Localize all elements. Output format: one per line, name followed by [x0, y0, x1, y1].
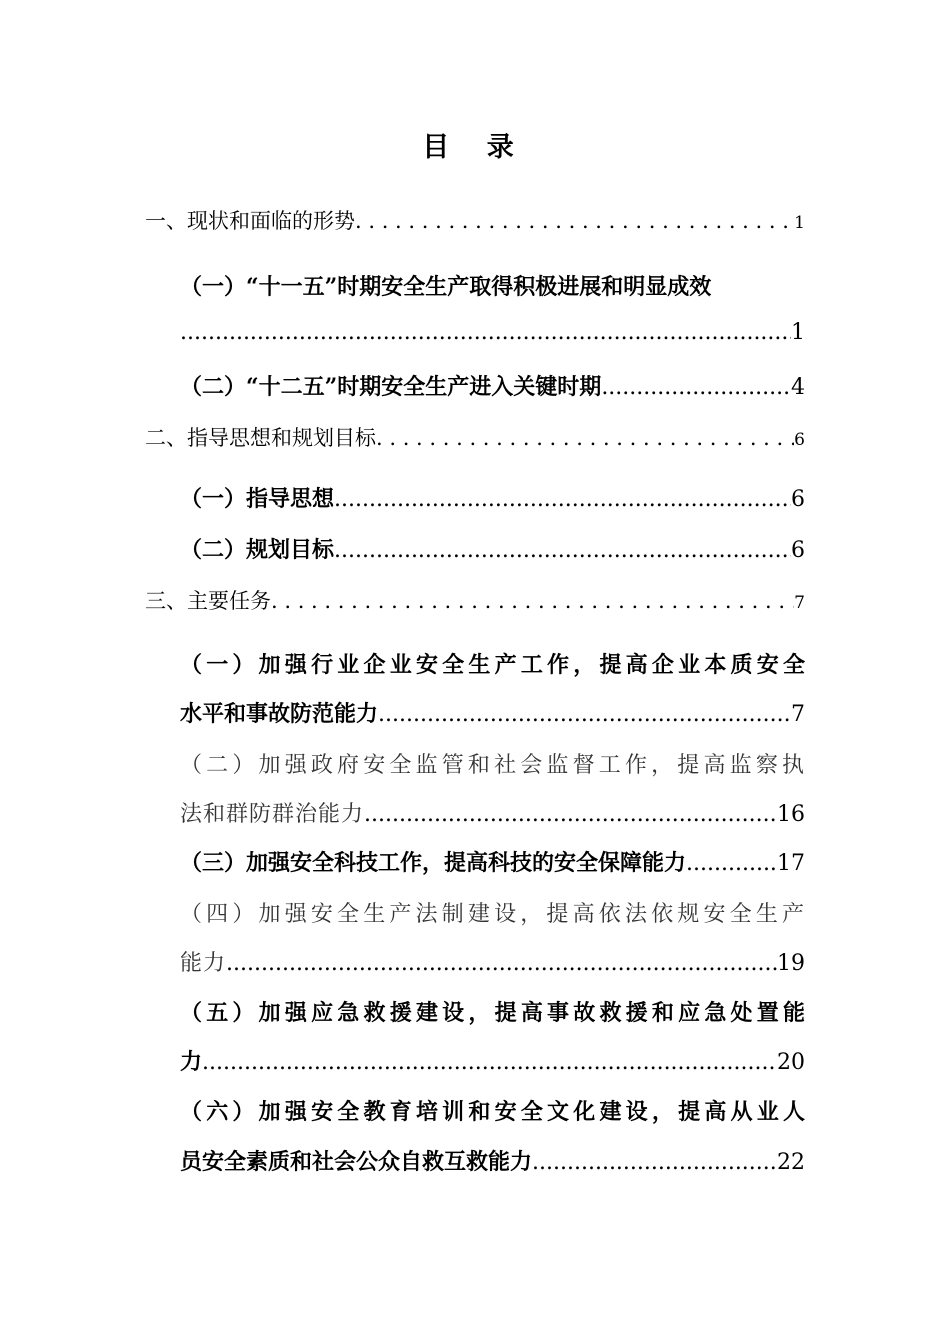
toc-entry-text-line1: （一）加强行业企业安全生产工作，提高企业本质安全 — [180, 652, 805, 678]
toc-page-number: 20 — [777, 1050, 805, 1075]
toc-entry-text-line2: 力 — [180, 1049, 203, 1075]
toc-entry-text: 一、现状和面临的形势 — [145, 209, 355, 233]
toc-entry-text-line2: 能力 — [180, 951, 227, 976]
toc-page-number: 6 — [794, 430, 805, 450]
toc-entry-3-5[interactable] — [180, 996, 805, 1027]
toc-entry-1[interactable] — [145, 205, 805, 235]
toc-leader-dots — [202, 1050, 777, 1075]
toc-entry-3-5-line2[interactable] — [180, 1045, 805, 1076]
toc-entry-text-line2: 员安全素质和社会公众自救互救能力 — [180, 1149, 533, 1175]
toc-entry-1-2[interactable] — [180, 370, 805, 401]
toc-leader-dots — [271, 589, 794, 613]
toc-leader-dots — [686, 851, 777, 876]
toc-entry-3-1[interactable] — [180, 648, 805, 679]
toc-entry-text: 二、指导思想和规划目标 — [145, 426, 376, 450]
toc-entry-text-line1: （六）加强安全教育培训和安全文化建设，提高从业人 — [180, 1099, 805, 1125]
toc-entry-2-1[interactable] — [180, 482, 805, 513]
toc-entry-text: 三、主要任务 — [145, 589, 271, 613]
toc-page-number: 7 — [791, 702, 805, 727]
toc-page-number: 4 — [791, 375, 805, 400]
toc-entry-text-line2: 法和群防群治能力 — [180, 802, 365, 827]
toc-entry-text: （一）“十一五”时期安全生产取得积极进展和明显成效 — [180, 274, 712, 300]
toc-entry-text-line2: 水平和事故防范能力 — [180, 701, 379, 727]
toc-entry-text: （二）规划目标 — [180, 537, 335, 563]
toc-page-number: 6 — [791, 538, 805, 563]
toc-entry-3-4[interactable] — [180, 897, 805, 928]
toc-entry-text-line1: （四）加强安全生产法制建设，提高依法依规安全生产 — [180, 902, 805, 927]
toc-title: 目 录 — [422, 132, 528, 163]
toc-entry-1-1[interactable] — [180, 270, 805, 301]
toc-page-number: 6 — [791, 487, 805, 512]
toc-page-number: 16 — [777, 802, 805, 827]
toc-entry-2[interactable] — [145, 422, 805, 452]
toc-page-number: 17 — [777, 851, 805, 876]
toc-leader-dots — [334, 538, 791, 563]
toc-leader-dots — [180, 320, 791, 345]
toc-entry-text: （二）“十二五”时期安全生产进入关键时期 — [180, 374, 602, 400]
toc-entry-3-2-line2[interactable] — [180, 797, 805, 828]
toc-leader-dots — [364, 802, 777, 827]
toc-leader-dots — [226, 951, 777, 976]
toc-entry-3-6[interactable] — [180, 1095, 805, 1126]
toc-entry-text-line1: （五）加强应急救援建设，提高事故救援和应急处置能 — [180, 1000, 805, 1026]
toc-page-number: 1 — [794, 213, 805, 233]
toc-entry-text: （一）指导思想 — [180, 486, 335, 512]
toc-leader-dots — [334, 487, 791, 512]
toc-leader-dots — [355, 209, 794, 233]
toc-entry-text: （三）加强安全科技工作，提高科技的安全保障能力 — [180, 850, 687, 876]
toc-leader-dots — [532, 1150, 777, 1175]
toc-entry-1-1-leader[interactable] — [180, 320, 805, 345]
toc-entry-text-line1: （二）加强政府安全监管和社会监督工作，提高监察执 — [180, 753, 805, 778]
toc-entry-3[interactable] — [145, 585, 805, 615]
toc-entry-3-6-line2[interactable] — [180, 1145, 805, 1176]
toc-page-number: 22 — [777, 1150, 805, 1175]
toc-page-number: 19 — [777, 951, 805, 976]
toc-page-number: 1 — [791, 320, 805, 345]
toc-leader-dots — [601, 375, 791, 400]
toc-entry-2-2[interactable] — [180, 533, 805, 564]
toc-entry-3-1-line2[interactable] — [180, 697, 805, 728]
toc-page-number: 7 — [794, 593, 805, 613]
toc-entry-3-3[interactable] — [180, 846, 805, 877]
toc-entry-3-4-line2[interactable] — [180, 946, 805, 977]
toc-leader-dots — [378, 702, 791, 727]
toc-leader-dots — [376, 426, 794, 450]
toc-entry-3-2[interactable] — [180, 748, 805, 779]
